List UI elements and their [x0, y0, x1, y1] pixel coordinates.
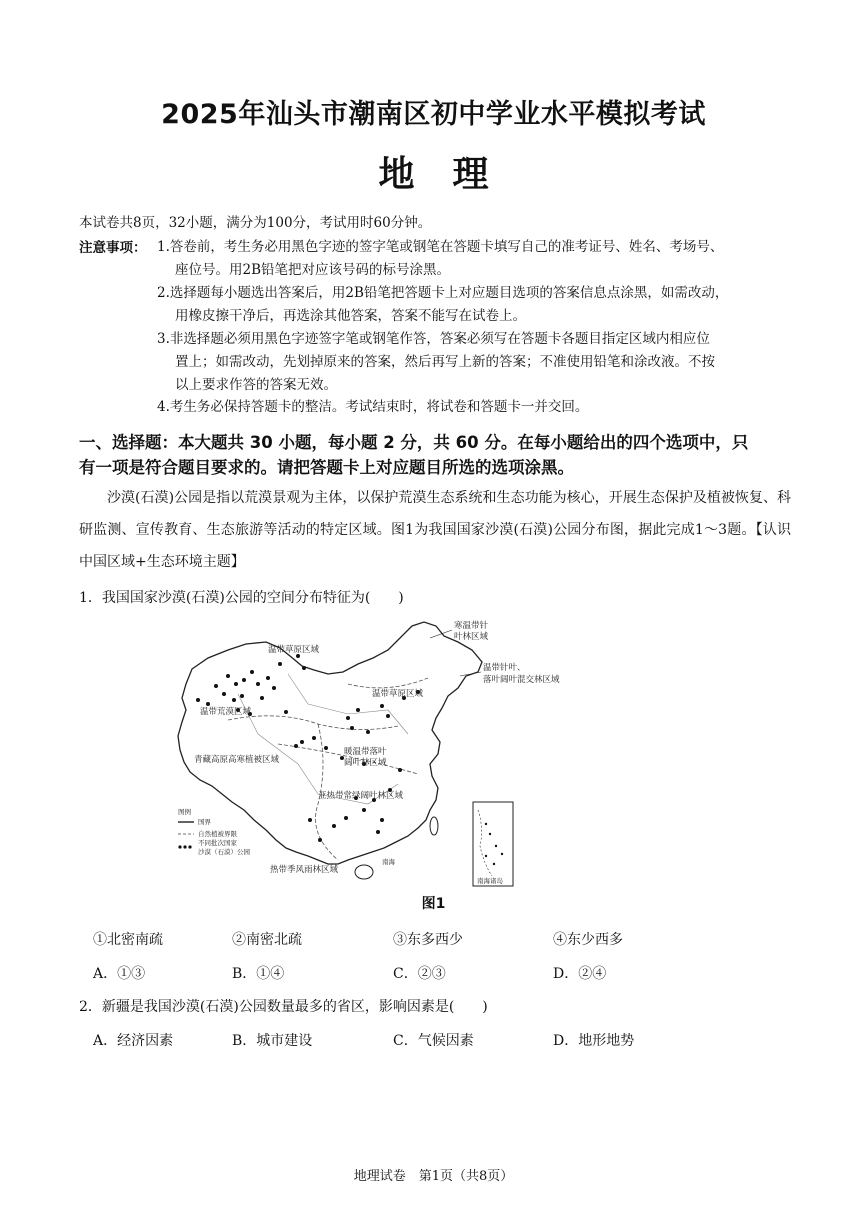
inset-label: 南海诸岛 [477, 877, 503, 885]
statement-4: ④东少西多 [553, 932, 623, 948]
sea-label: 南海 [382, 858, 395, 866]
svg-text:国界: 国界 [198, 818, 211, 826]
q2-option-d[interactable]: D．地形地势 [553, 1033, 635, 1049]
note-item-4: 4.考生务必保持答题卡的整洁。考试结束时，将试卷和答题卡一并交回。 [157, 399, 589, 415]
q2-option-a[interactable]: A．经济因素 [93, 1033, 174, 1049]
passage-text: 沙漠(石漠)公园是指以荒漠景观为主体，以保护荒漠生态系统和生态功能为核心，开展生态保护及植被恢复、科研监测、宣传教育、生态旅游等活动的特定区域。图1为我国国家沙漠(石漠)公园分布图，据此完成1～3题。【认识中国区域+生态环境主题】 [79, 490, 791, 570]
svg-text:沙漠（石漠）公园: 沙漠（石漠）公园 [198, 848, 250, 856]
subject-title: 地理 [378, 154, 527, 195]
label-warm-temperate-1: 暖温带落叶 [344, 747, 387, 757]
statement-2: ②南密北疏 [232, 932, 302, 948]
map-legend [178, 807, 251, 856]
note-item-1: 1.答卷前，考生务必用黑色字迹的签字笔或钢笔在答题卡填写自己的准考证号、姓名、考场号、 座位号。用2B铅笔把对应该号码的标号涂黑。 [157, 239, 724, 278]
section-heading: 一、选择题：本大题共 30 小题，每小题 2 分，共 60 分。在每小题给出的四个选项中，只 有一项是符合题目要求的。请把答题卡上对应题目所选的选项涂黑。 [79, 433, 749, 477]
exam-title: 2025年汕头市潮南区初中学业水平模拟考试 [161, 99, 706, 130]
svg-text:不同批次国家: 不同批次国家 [198, 839, 237, 847]
q1-option-b[interactable]: B．①④ [232, 966, 285, 982]
note-item-2: 2.选择题每小题选出答案后，用2B铅笔把答题卡上对应题目选项的答案信息点涂黑，如需改动， 用橡皮擦干净后，再选涂其他答案，答案不能写在试卷上。 [157, 285, 729, 324]
map-caption: 图1 [421, 896, 446, 912]
svg-text:图例: 图例 [178, 808, 191, 816]
china-parks-map [168, 614, 560, 888]
south-sea-inset [473, 802, 513, 886]
label-temperate-steppe-2: 温带草原区域 [372, 689, 424, 699]
q2-option-c[interactable]: C．气候因素 [393, 1033, 474, 1049]
label-warm-temperate-2: 阔叶林区域 [344, 758, 387, 768]
label-temperate-steppe: 温带草原区域 [268, 645, 320, 655]
q1-option-c[interactable]: C．②③ [393, 966, 446, 982]
label-qinghai-tibet: 青藏高原高寒植被区域 [194, 755, 280, 765]
notes-label: 注意事项： [79, 240, 147, 256]
q2-option-b[interactable]: B．城市建设 [232, 1033, 313, 1049]
china-outline [178, 622, 482, 864]
statement-1: ①北密南疏 [93, 932, 163, 948]
label-temperate-desert: 温带荒漠区域 [200, 707, 252, 717]
label-subtropical: 亚热带常绿阔叶林区域 [318, 791, 404, 801]
question-1-stem: 1．我国国家沙漠(石漠)公园的空间分布特征为( ) [79, 590, 404, 606]
svg-text:自然植被界限: 自然植被界限 [198, 830, 237, 838]
exam-intro: 本试卷共8页，32小题，满分为100分，考试用时60分钟。 [79, 215, 432, 231]
q1-option-a[interactable]: A．①③ [93, 966, 146, 982]
label-tropical: 热带季风雨林区域 [270, 865, 339, 875]
label-temperate-mixed-2: 落叶阔叶混交林区域 [483, 675, 560, 685]
statement-3: ③东多西少 [393, 932, 463, 948]
label-cold-temperate-2: 叶林区域 [454, 632, 489, 642]
label-temperate-mixed-1: 温带针叶、 [483, 663, 526, 673]
page-footer: 地理试卷 第1页（共8页） [353, 1169, 514, 1184]
note-item-3: 3.非选择题必须用黑色字迹签字笔或钢笔作答，答案必须写在答题卡各题目指定区域内相应位 置上；如需改动，先划掉原来的答案，然后再写上新的答案；不准使用铅笔和涂改液。不按 以上要求作答的答案无效。 [157, 331, 715, 393]
question-2-stem: 2．新疆是我国沙漠(石漠)公园数量最多的省区，影响因素是( ) [79, 999, 488, 1015]
q1-option-d[interactable]: D．②④ [553, 966, 607, 982]
label-cold-temperate-1: 寒温带针 [454, 621, 489, 631]
